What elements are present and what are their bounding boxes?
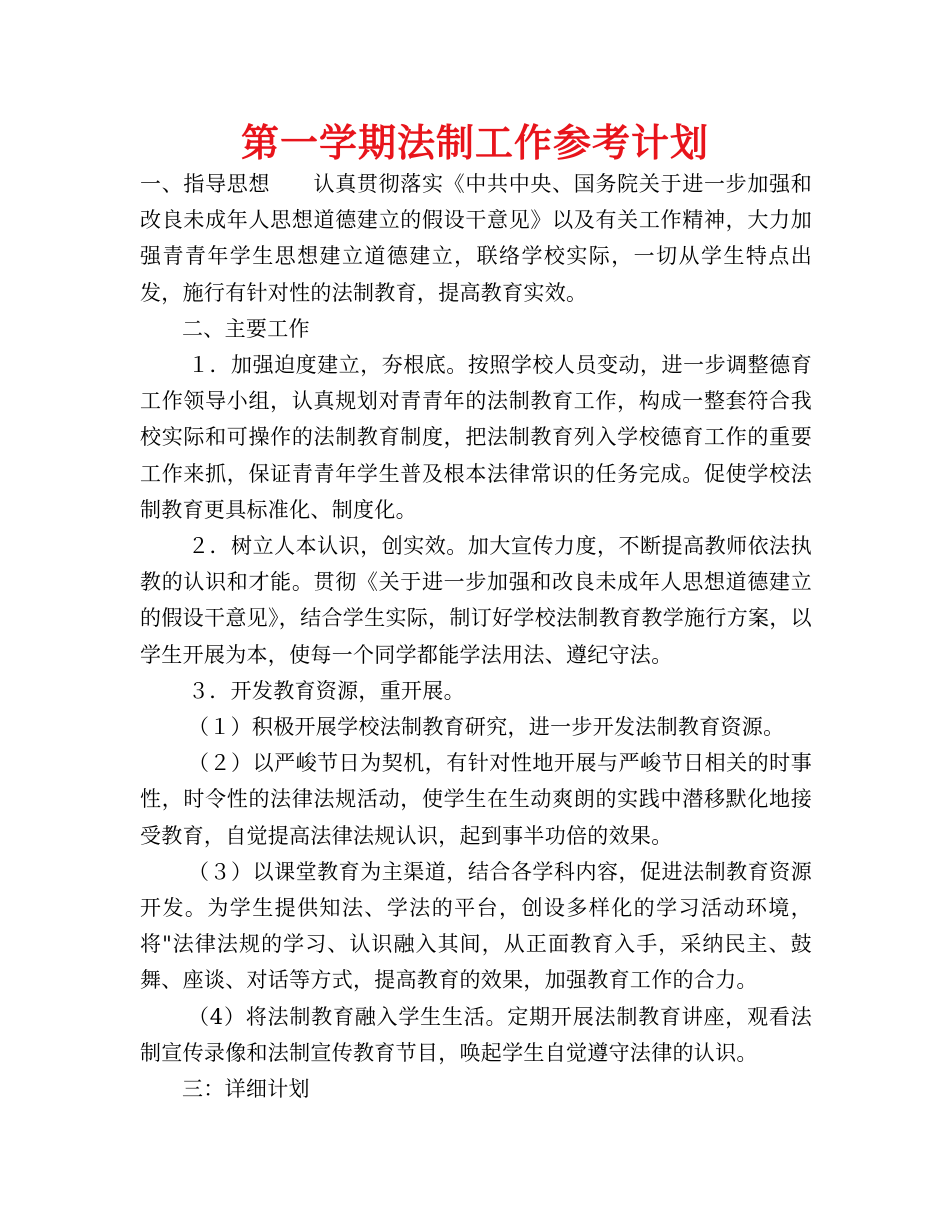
document-title: 第一学期法制工作参考计划: [240, 121, 709, 165]
paragraph-subitem-1: （１）积极开展学校法制教育研究，进一步开发法制教育资源。: [188, 715, 785, 740]
heading-main-work: 二、主要工作: [182, 316, 310, 341]
paragraph-item-2: ２．树立人本认识，创实效。加大宣传力度，不断提高教师依法执教的认识和才能。贯彻《关于进一步加强和改良未成年人思想道德建立的假设干意见》，结合学生实际，制订好学校法制教育教学施行方案，以学生开展为本，使每一个同学都能学法用法、遵纪守法。: [140, 534, 812, 667]
paragraph-subitem-2: （２）以严峻节日为契机，有针对性地开展与严峻节日相关的时事性，时令性的法律法规活动，使学生在生动爽朗的实践中潜移默化地接受教育，自觉提高法律法规认识，起到事半功倍的效果。: [140, 751, 812, 848]
paragraph-subitem-3: （３）以课堂教育为主渠道，结合各学科内容，促进法制教育资源开发。为学生提供知法、学法的平台，创设多样化的学习活动环境，将"法律法规的学习、认识融入其间，从正面教育入手，采纳民主、鼓舞、座谈、对话等方式，提高教育的效果，加强教育工作的合力。: [140, 859, 812, 993]
paragraph-item-3: ３．开发教育资源，重开展。: [188, 678, 465, 703]
heading-detailed-plan: 三：详细计划: [182, 1077, 310, 1102]
document-body: [140, 166, 812, 1107]
paragraph-item-1: １．加强迫度建立，夯根底。按照学校人员变动，进一步调整德育工作领导小组，认真规划对青青年的法制教育工作，构成一整套符合我校实际和可操作的法制教育制度，把法制教育列入学校德育工作的重要工作来抓，保证青青年学生普及根本法律常识的任务完成。促使学校法制教育更具标准化、制度化。: [140, 353, 812, 522]
paragraph-subitem-4: （4）将法制教育融入学生生活。定期开展法制教育讲座，观看法制宣传录像和法制宣传教育节目，唤起学生自觉遵守法律的认识。: [140, 1004, 812, 1065]
paragraph-guiding-ideology: 一、指导思想 认真贯彻落实《中共中央、国务院关于进一步加强和改良未成年人思想道德建立的假设干意见》以及有关工作精神，大力加强青青年学生思想建立道德建立，联络学校实际，一切从学生特点出发，施行有针对性的法制教育，提高教育实效。: [140, 172, 812, 305]
